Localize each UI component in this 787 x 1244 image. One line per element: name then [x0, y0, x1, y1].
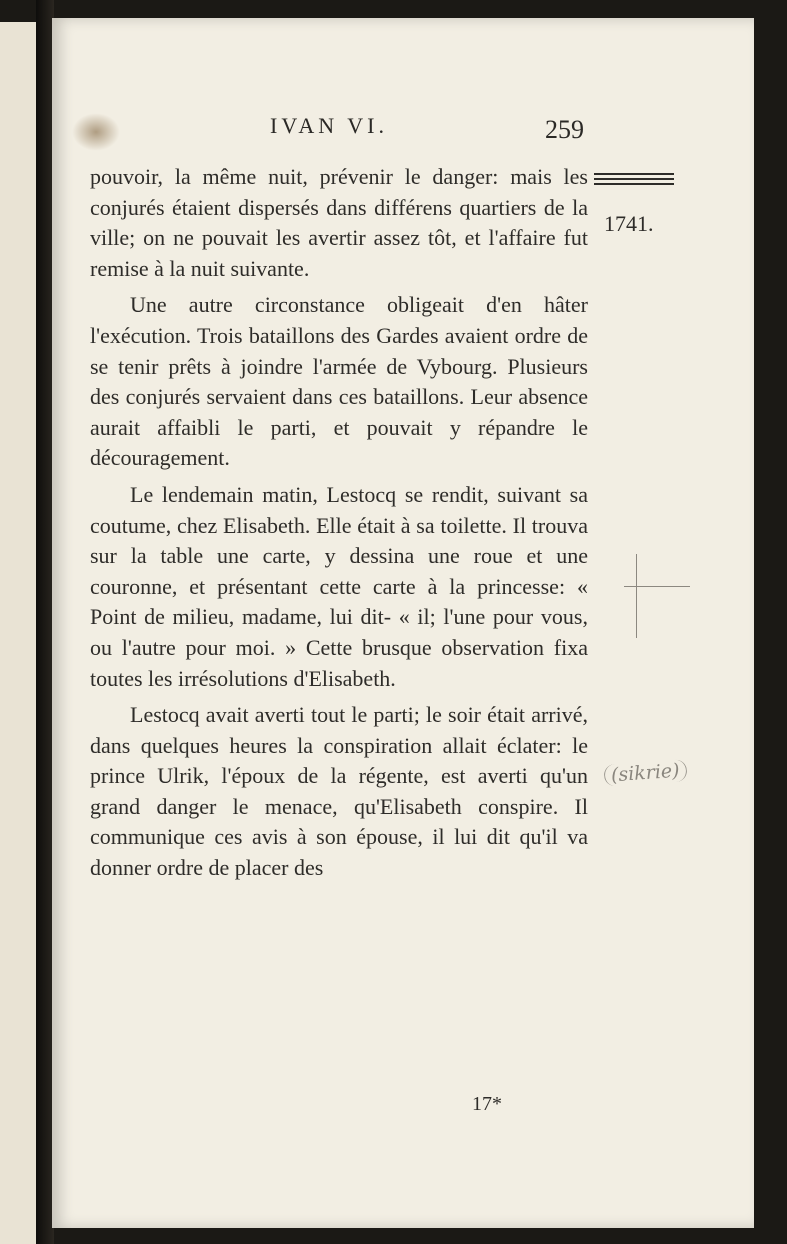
margin-rule-2: [594, 178, 674, 180]
margin-year: 1741.: [604, 211, 654, 236]
pencil-horizontal-mark: [624, 586, 690, 587]
paragraph-2: Une autre circonstance obligeait d'en hâter l'exécution. Trois bataillons des Gardes avaient ordre de se tenir prêts à joindre l'armée de Vybourg. Plusieurs des conjurés servaient dans ces bataillons. Leur absence aurait affaibli le parti, et pouvait y répandre le découragement.: [90, 292, 588, 471]
paragraph-1: pouvoir, la même nuit, prévenir le danger: mais les conjurés étaient dispersés dans différens quartiers de la ville; on ne pouvait les avertir assez tôt, et l'affaire fut remise à la nuit suivante.: [90, 164, 588, 281]
pencil-margin-note: (sikrie): [603, 759, 687, 787]
paragraph-3: Le lendemain matin, Lestocq se rendit, suivant sa coutume, chez Elisabeth. Elle était à sa toilette. Il trouva sur la table une carte, y dessina une roue et une couronne, et présentant cette carte à la princesse: « Point de milieu, madame, lui dit- « il; l'une pour vous, ou l'autre pour moi. » Cette brusque observation fixa toutes les irrésolutions d'Elisabeth.: [90, 481, 588, 691]
page-number: 259: [545, 115, 584, 144]
pencil-vertical-mark: [636, 554, 637, 638]
running-head: [52, 113, 754, 143]
book-page: [52, 18, 754, 1228]
margin-rule-1: [594, 173, 674, 175]
paragraph-4: Lestocq avait averti tout le parti; le soir était arrivé, dans quelques heures la conspiration allait éclater: le prince Ulrik, l'époux de la régente, est averti qu'un grand danger le menace, qu'Elisabeth conspire. Il communique ces avis à son épouse, il lui dit qu'il va donner ordre de placer des: [90, 702, 588, 881]
margin-rule-3: [594, 183, 674, 185]
facing-page-edge: [0, 22, 36, 1244]
signature-mark: 17*: [472, 1093, 502, 1115]
page-title: IVAN VI.: [270, 113, 388, 138]
body-text: [90, 162, 588, 884]
